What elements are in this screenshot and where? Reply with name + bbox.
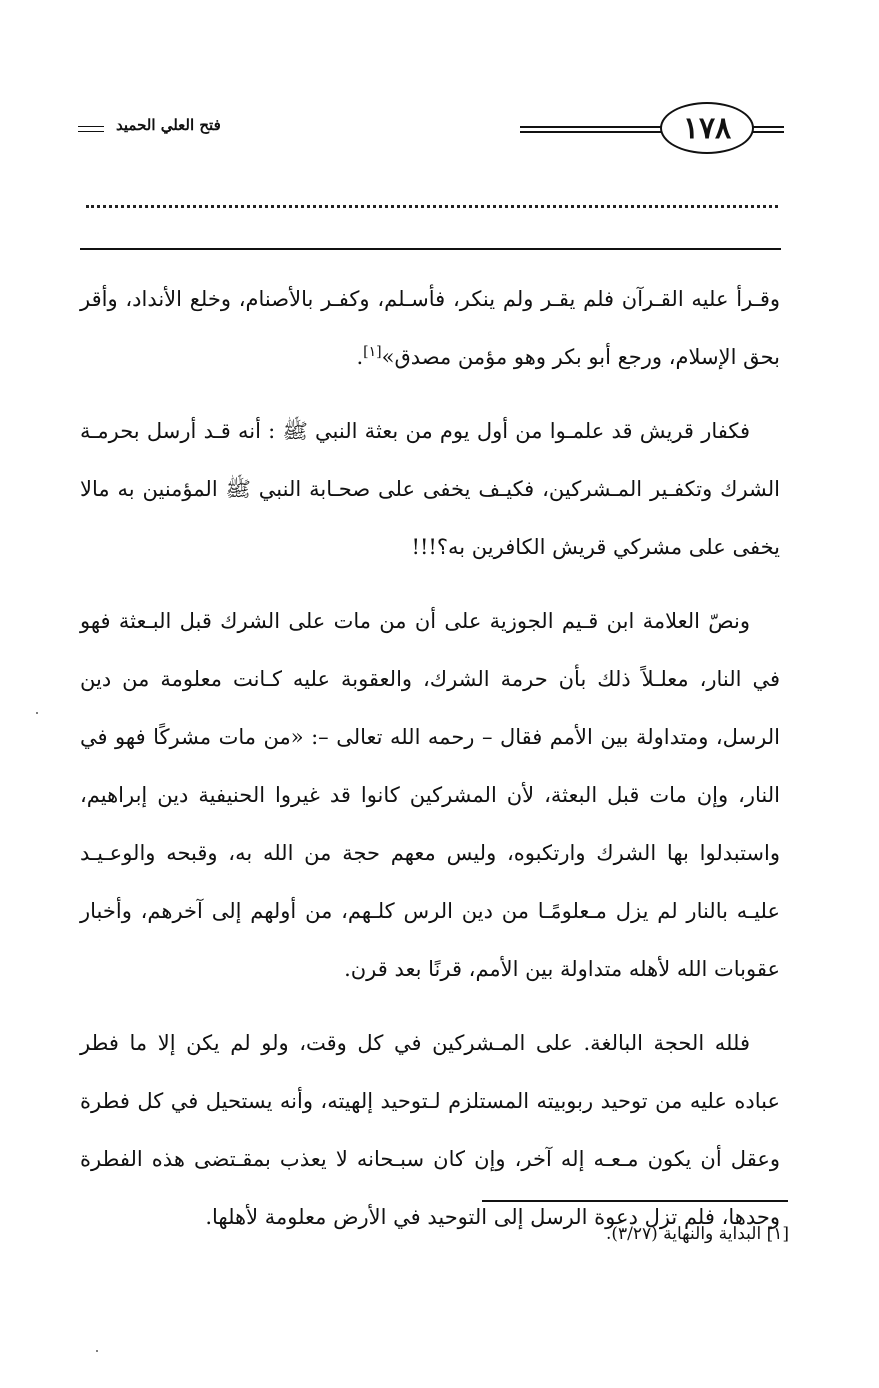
header-double-rule-left (520, 126, 662, 133)
paragraph-1-text: وقـرأ عليه القـرآن فلم يقـر ولم ينكر، فأسـلم، وكفـر بالأصنام، وخلع الأنداد، وأقر بحق الإسلام، ورجع أبو بكر وهو مؤمن مصدق» (80, 287, 780, 369)
paragraph-1-ending: . (356, 345, 364, 369)
page-number-badge (660, 102, 754, 154)
scan-speck (36, 712, 38, 714)
page-number: ١٧٨ (682, 110, 732, 146)
dotted-separator (86, 205, 778, 208)
page-header (0, 96, 879, 166)
header-double-rule-right (752, 126, 784, 133)
header-ornament-dash (78, 126, 104, 132)
scan-speck (96, 1350, 98, 1352)
main-text (80, 270, 780, 1262)
footnote: [١] البداية والنهاية (٣/٢٧). (605, 1224, 789, 1244)
paragraph-3: ونصّ العلامة ابن قـيم الجوزية على أن من مات على الشرك قبل البـعثة فهو في النار، معلـلاً ذلك بأن حرمة الشرك، والعقوبة عليه كـانت معلومة من دين الرسل، ومتداولة بين الأمم فقال – رحمه الله تعالى –: «من مات مشركًا فهو في النار، وإن مات قبل البعثة، لأن المشركين كانوا قد غيروا الحنيفية دين إبراهيم، واستبدلوا بها الشرك وارتكبوه، وليس معهم حجة من الله به، وقبحه والوعـيـد عليـه بالنار لم يزل مـعلومًـا من دين الرس كلـهم، من أولهم إلى آخرهم، وأخبار عقوبات الله لأهله متداولة بين الأمم، قرنًا بعد قرن. (80, 609, 780, 981)
content-top-rule (80, 248, 781, 250)
paragraph-4: فلله الحجة البالغة. على المـشركين في كل وقت، ولو لم يكن إلا ما فطر عباده عليه من توحيد ربوبيته المستلزم لـتوحيد إلهيته، وأنه يستحيل في كل فطرة وعقل أن يكون مـعـه إله آخر، وإن كان سبـحانه لا يعذب بمقـتضى هذه الفطرة وحدها، فلم تزل دعوة الرسل إلى التوحيد في الأرض معلومة لأهلها. (80, 1031, 780, 1229)
paragraph-1 (80, 270, 780, 386)
footnote-reference: [١] (363, 344, 382, 360)
running-book-title: فتح العلي الحميد (116, 116, 221, 134)
footnote-rule (482, 1200, 788, 1202)
paragraph-2: فكفار قريش قد علمـوا من أول يوم من بعثة النبي ﷺ : أنه قـد أرسل بحرمـة الشرك وتكفـير المـشركين، فكيـف يخفى على صحـابة النبي ﷺ المؤمنين به مالا يخفى على مشركي قريش الكافرين به؟!!! (80, 419, 780, 559)
